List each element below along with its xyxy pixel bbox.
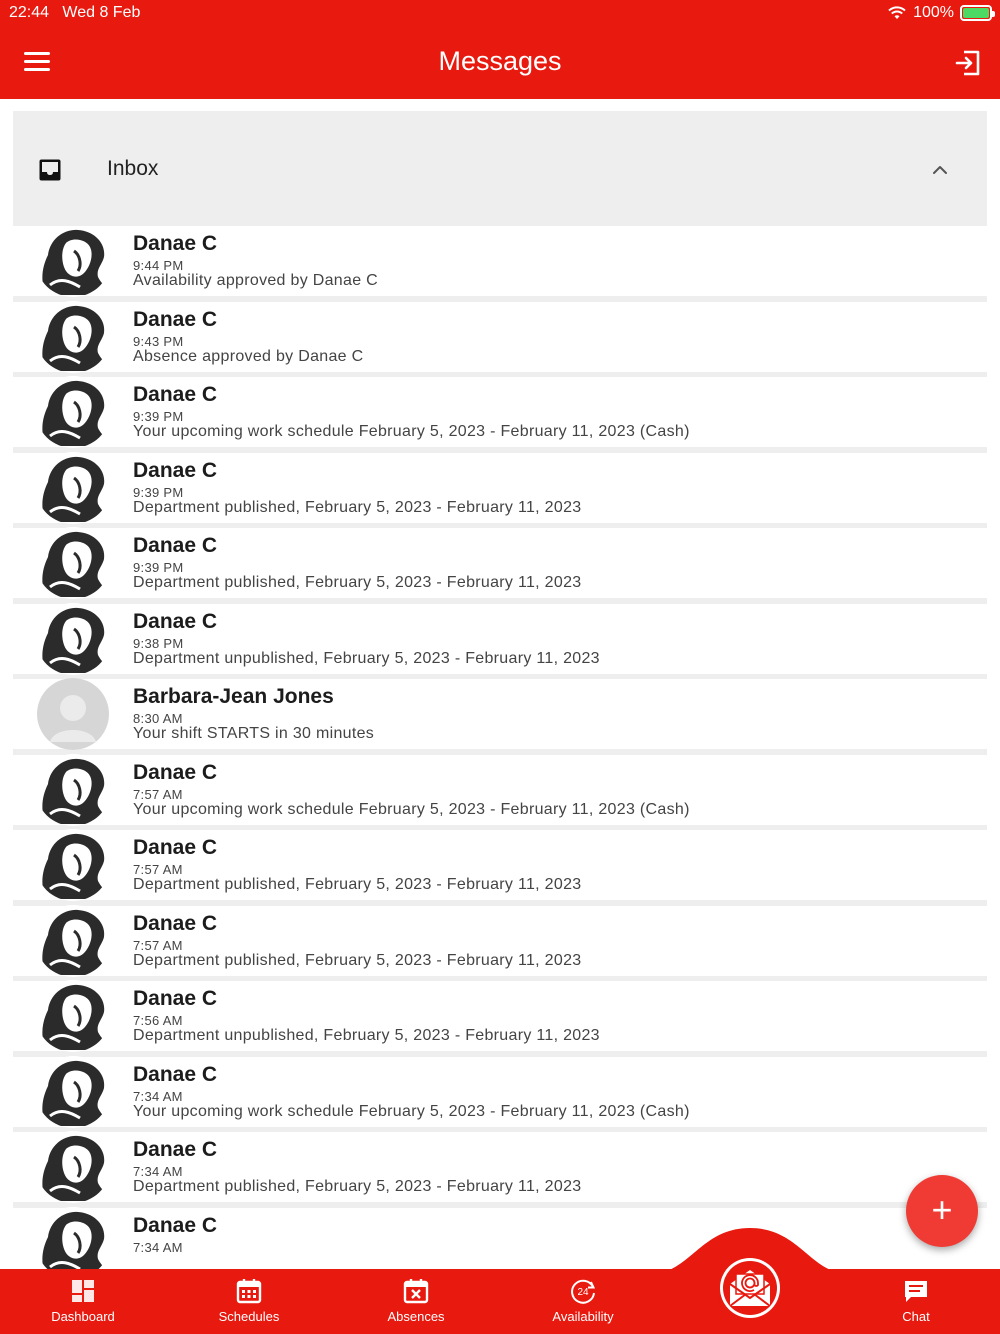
battery-percent: 100% [913,4,954,21]
avatar [36,980,110,1052]
chevron-up-icon[interactable] [931,161,949,179]
nav-schedules[interactable] [189,1269,309,1334]
message-time: 7:56 AM [133,1013,183,1028]
message-preview: Your upcoming work schedule February 5, 2023 - February 11, 2023 (Cash) [133,1102,690,1120]
message-time: 9:39 PM [133,409,184,424]
mail-at-icon [718,1256,782,1320]
inbox-label: Inbox [107,157,159,180]
message-row[interactable] [13,830,987,900]
logout-icon[interactable] [954,49,982,77]
message-time: 8:30 AM [133,711,183,726]
nav-availability-label: Availability [552,1309,614,1324]
message-row[interactable] [13,679,987,749]
message-row[interactable] [13,377,987,447]
sender-name: Barbara-Jean Jones [133,685,334,708]
nav-absences-label: Absences [387,1309,445,1324]
inbox-header[interactable] [13,111,987,226]
avatar [36,1056,110,1128]
message-preview: Department published, February 5, 2023 - February 11, 2023 [133,1178,582,1195]
sender-name: Danae C [133,1138,218,1161]
avatar [36,301,110,373]
nav-chat[interactable] [856,1269,976,1334]
message-preview: Absence approved by Danae C [133,347,364,365]
app-header [0,0,1000,99]
inbox-tray-icon [38,158,62,182]
chat-bubble-icon [902,1277,930,1305]
avatar [36,678,110,750]
message-time: 7:57 AM [133,862,183,877]
avatar [36,527,110,599]
avatar [36,829,110,901]
message-time: 7:34 AM [133,1164,183,1179]
avatar [36,1207,110,1270]
calendar-x-icon [402,1277,430,1305]
avatar [36,1131,110,1203]
message-time: 9:38 PM [133,635,184,651]
avatar [36,603,110,675]
message-preview: Your upcoming work schedule February 5, 2023 - February 11, 2023 (Cash) [133,800,690,818]
message-time: 9:43 PM [133,333,184,349]
sender-name: Danae C [133,836,218,859]
nav-absences[interactable] [356,1269,476,1334]
avatar [36,754,110,826]
message-row[interactable] [13,226,987,296]
message-row[interactable] [13,981,987,1051]
message-preview: Department published, February 5, 2023 - February 11, 2023 [133,498,582,516]
avatar [36,376,110,448]
status-time-date [9,4,140,22]
new-message-button[interactable]: + [906,1175,978,1247]
message-row[interactable] [13,1057,987,1127]
message-preview: Availability approved by Danae C [133,272,378,289]
nav-schedules-label: Schedules [218,1309,280,1324]
message-preview: Department unpublished, February 5, 2023 - February 11, 2023 [133,649,600,667]
message-row[interactable] [13,1132,987,1202]
message-time: 9:39 PM [133,484,184,500]
message-row[interactable] [13,906,987,976]
sender-name: Danae C [133,911,218,935]
sender-name: Danae C [133,1062,218,1086]
message-preview: Department unpublished, February 5, 2023 - February 11, 2023 [133,1027,600,1044]
sender-name: Danae C [133,458,218,482]
message-list [13,226,987,1269]
status-time: 22:44 [9,4,50,21]
message-time: 7:57 AM [133,937,183,953]
page-title: Messages [438,46,562,76]
wifi-icon [887,6,907,20]
sender-name: Danae C [133,232,218,255]
message-time: 9:39 PM [133,560,184,575]
message-preview: Department published, February 5, 2023 - February 11, 2023 [133,574,582,591]
sender-name: Danae C [133,760,218,784]
message-preview: Your shift STARTS in 30 minutes [133,725,375,742]
nav-messages-center-button[interactable] [716,1254,784,1322]
inbox-panel [13,111,987,1269]
message-time: 7:34 AM [133,1239,183,1255]
svg-text:24: 24 [577,1287,589,1298]
sender-name: Danae C [133,609,218,633]
dashboard-icon [69,1277,97,1305]
message-preview: Your upcoming work schedule February 5, 2023 - February 11, 2023 (Cash) [133,423,690,440]
message-time: 7:57 AM [133,786,183,802]
status-date: Wed 8 Feb [62,4,141,21]
avatar [36,226,110,297]
message-preview: Department published, February 5, 2023 - February 11, 2023 [133,951,582,969]
message-time: 9:44 PM [133,258,184,273]
availability-24-icon [569,1277,597,1305]
nav-dashboard[interactable] [23,1269,143,1334]
avatar [36,905,110,977]
message-row[interactable] [13,604,987,674]
nav-dashboard-label: Dashboard [51,1309,115,1324]
status-indicators [887,4,992,22]
message-row[interactable] [13,755,987,825]
message-time: 7:34 AM [133,1088,183,1104]
battery-icon [960,5,992,21]
nav-availability[interactable] [523,1269,643,1334]
sender-name: Danae C [133,307,218,331]
sender-name: Danae C [133,1213,218,1237]
message-preview: Department published, February 5, 2023 - February 11, 2023 [133,876,582,893]
message-row[interactable] [13,453,987,523]
bottom-navigation [0,1269,1000,1334]
message-row[interactable] [13,302,987,372]
sender-name: Danae C [133,383,218,406]
avatar [36,452,110,524]
calendar-icon [235,1277,263,1305]
sender-name: Danae C [133,534,218,557]
message-row[interactable] [13,528,987,598]
sender-name: Danae C [133,987,218,1010]
nav-chat-label: Chat [902,1309,930,1324]
